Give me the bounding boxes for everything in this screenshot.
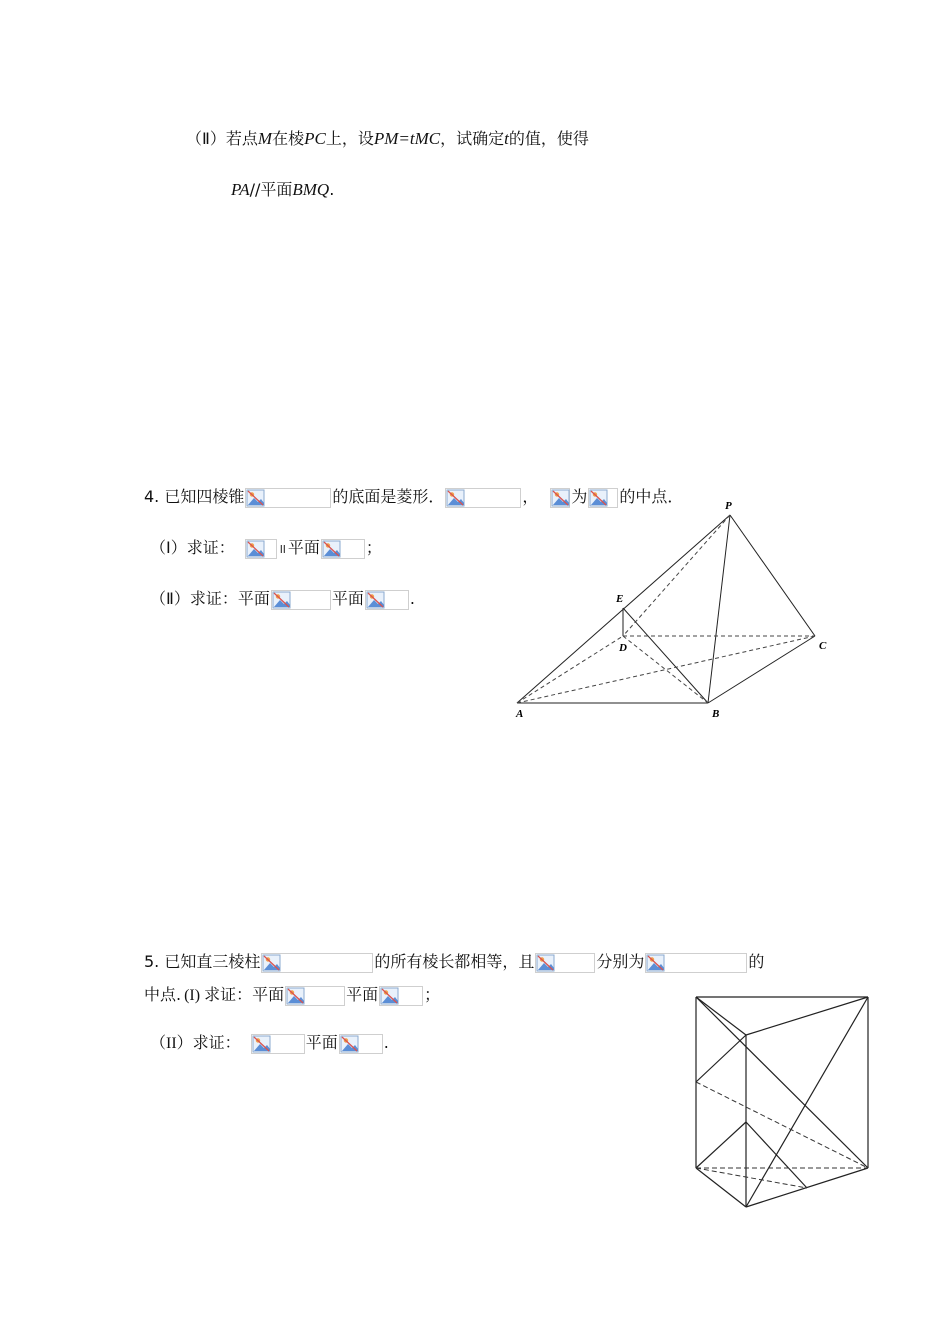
label-C: C xyxy=(819,640,827,652)
text: 平面 xyxy=(346,985,379,1004)
text: （Ⅰ）求证： xyxy=(150,538,235,557)
dashed-mid-to-bottom-right xyxy=(696,1082,868,1168)
text: 的底面是菱形． xyxy=(332,487,445,506)
text: ； xyxy=(365,538,382,557)
text: . xyxy=(329,180,335,199)
text: 求证：平面 xyxy=(204,985,285,1004)
question-number: 5. 已知直三棱柱 xyxy=(144,952,261,971)
inner-left xyxy=(696,1122,746,1168)
roman-numeral: (I) xyxy=(184,987,201,1004)
question-number: 4. 已知四棱锥 xyxy=(144,487,245,506)
text: （Ⅱ）求证：平面 xyxy=(150,589,270,608)
text: 求证： xyxy=(192,1033,241,1052)
q3-part2-line2 xyxy=(231,179,334,201)
text: 上，设 xyxy=(325,129,374,148)
math-var: BMQ xyxy=(292,180,330,199)
text: 分别为 xyxy=(596,952,645,971)
text: . xyxy=(409,589,415,608)
math-equation: PM=tMC xyxy=(373,129,441,148)
text: 的值，使得 xyxy=(508,129,589,148)
text: 平面 xyxy=(287,538,320,557)
broken-image-icon xyxy=(271,590,331,610)
text: //平面 xyxy=(249,180,293,199)
text: 为 xyxy=(571,487,588,506)
broken-image-icon xyxy=(245,488,331,508)
pyramid-figure xyxy=(505,495,835,720)
top-edge-left xyxy=(696,997,746,1035)
text: 在棱 xyxy=(272,129,305,148)
q5-line3 xyxy=(150,1032,389,1055)
label-A: A xyxy=(516,708,524,720)
diag-top-right-to-bottom-front xyxy=(746,997,868,1207)
math-var: PA xyxy=(231,180,250,199)
text: 的 xyxy=(748,952,765,971)
q5-line1 xyxy=(144,951,764,973)
label-P: P xyxy=(725,500,732,512)
text: （Ⅱ）若点 xyxy=(186,129,258,148)
broken-image-icon xyxy=(251,1034,305,1054)
text: 中点. xyxy=(144,985,182,1004)
text: ， xyxy=(522,487,539,506)
parallel-symbol: ll xyxy=(279,543,286,556)
q4-line3 xyxy=(150,588,415,610)
text: . xyxy=(383,1033,389,1052)
edge-PD xyxy=(623,515,730,636)
bottom-edge-left xyxy=(696,1168,746,1207)
text: 平面 xyxy=(305,1033,338,1052)
broken-image-icon xyxy=(245,539,277,559)
q4-line2 xyxy=(150,537,382,561)
broken-image-icon xyxy=(261,953,373,973)
broken-image-icon xyxy=(339,1034,383,1054)
edge-DB xyxy=(623,636,708,703)
text: 的中点． xyxy=(619,487,684,506)
broken-image-icon xyxy=(365,590,409,610)
broken-image-icon xyxy=(321,539,365,559)
inner-right xyxy=(746,1122,807,1188)
roman-numeral: （II） xyxy=(150,1035,193,1052)
text: 平面 xyxy=(331,589,364,608)
text: ； xyxy=(424,985,441,1004)
edge-AD xyxy=(517,636,623,703)
text: ，试确定 xyxy=(440,129,505,148)
broken-image-icon xyxy=(535,953,595,973)
q3-part2-line1 xyxy=(186,128,589,150)
dashed-bottom-left-to-mid xyxy=(696,1168,807,1188)
diag-top-left-to-bottom-right xyxy=(696,997,868,1168)
edge-AC xyxy=(517,636,815,703)
broken-image-icon xyxy=(285,986,345,1006)
label-B: B xyxy=(712,708,720,720)
prism-figure xyxy=(690,990,875,1210)
q5-line2 xyxy=(144,984,440,1007)
math-var: t xyxy=(504,129,509,148)
label-E: E xyxy=(616,593,624,605)
label-D: D xyxy=(619,642,627,654)
text: 的所有棱长都相等，且 xyxy=(374,952,535,971)
math-var: PC xyxy=(304,129,326,148)
edge-BC xyxy=(708,636,815,703)
edge-PB xyxy=(708,515,730,703)
mid-left-to-top-front xyxy=(696,1035,746,1082)
broken-image-icon xyxy=(379,986,423,1006)
math-var: M xyxy=(257,129,273,148)
broken-image-icon xyxy=(645,953,747,973)
edge-PC xyxy=(730,515,815,636)
